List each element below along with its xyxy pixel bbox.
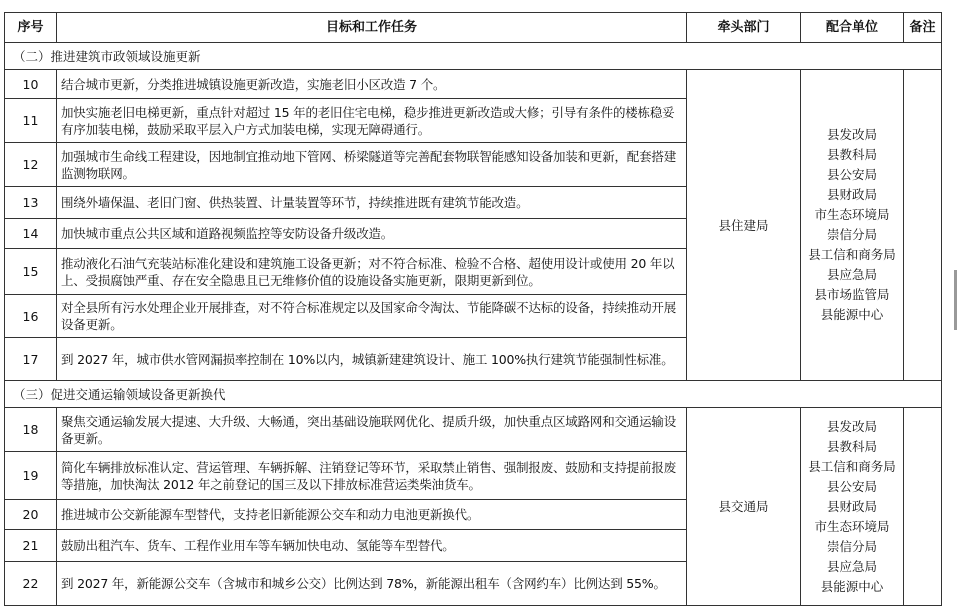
row-number: 13 [5, 187, 57, 219]
cooperating-unit: 县工信和商务局 [808, 458, 896, 474]
row-number: 21 [5, 530, 57, 562]
lead-department: 县住建局 [687, 70, 801, 381]
header-number: 序号 [5, 13, 57, 43]
row-number: 20 [5, 500, 57, 530]
cooperating-unit: 县能源中心 [820, 307, 884, 322]
cooperating-units [801, 408, 904, 606]
cooperating-unit: 县教科局 [826, 147, 877, 162]
header-task: 目标和工作任务 [57, 13, 687, 43]
cooperating-unit: 县教科局 [826, 438, 877, 454]
row-task: 结合城市更新，分类推进城镇设施更新改造，实施老旧小区改造 7 个。 [57, 70, 687, 99]
cooperating-unit: 县财政局 [826, 498, 877, 514]
row-task: 到 2027 年，城市供水管网漏损率控制在 10%以内，城镇新建建筑设计、施工 100%执行建筑节能强制性标准。 [57, 338, 687, 381]
task-table [4, 12, 942, 606]
cooperating-unit: 市生态环境局 [814, 207, 890, 222]
row-task: 对全县所有污水处理企业开展排查，对不符合标准规定以及国家命令淘汰、节能降碳不达标的设备，持续推动开展设备更新。 [57, 295, 687, 338]
row-number: 16 [5, 295, 57, 338]
cooperating-unit: 县公安局 [826, 478, 877, 494]
table-body [5, 43, 942, 606]
header-cooperating-units: 配合单位 [801, 13, 904, 43]
cooperating-unit: 县能源中心 [820, 578, 884, 594]
table-row [5, 70, 942, 99]
section-title: （三）促进交通运输领域设备更新换代 [5, 381, 942, 408]
cooperating-unit: 县公安局 [826, 167, 877, 182]
row-task: 聚焦交通运输发展大提速、大升级、大畅通，突出基础设施联网优化、提质升级，加快重点区域路网和交通运输设备更新。 [57, 408, 687, 452]
cooperating-unit: 县发改局 [826, 418, 877, 434]
row-number: 19 [5, 452, 57, 500]
section-row [5, 381, 942, 408]
row-number: 14 [5, 219, 57, 249]
row-number: 15 [5, 249, 57, 295]
cooperating-unit: 县应急局 [826, 558, 877, 574]
row-number: 17 [5, 338, 57, 381]
cooperating-unit: 崇信分局 [826, 227, 877, 242]
cooperating-unit: 县财政局 [826, 187, 877, 202]
section-row [5, 43, 942, 70]
cooperating-unit: 崇信分局 [826, 538, 877, 554]
row-number: 11 [5, 99, 57, 143]
header-row [5, 13, 942, 43]
remarks-cell [904, 408, 942, 606]
cooperating-unit: 县市场监管局 [814, 287, 890, 302]
row-task: 简化车辆排放标准认定、营运管理、车辆拆解、注销登记等环节，采取禁止销售、强制报废、鼓励和支持提前报废等措施，加快淘汰 2012 年之前登记的国三及以下排放标准营运类柴油货车。 [57, 452, 687, 500]
row-task: 鼓励出租汽车、货车、工程作业用车等车辆加快电动、氢能等车型替代。 [57, 530, 687, 562]
cooperating-unit: 县工信和商务局 [808, 247, 896, 262]
cooperating-unit: 县发改局 [826, 127, 877, 142]
row-task: 加快实施老旧电梯更新，重点针对超过 15 年的老旧住宅电梯，稳步推进更新改造或大修；引导有条件的楼栋稳妥有序加装电梯，鼓励采取平层入户方式加装电梯，实现无障碍通行。 [57, 99, 687, 143]
row-task: 加强城市生命线工程建设，因地制宜推动地下管网、桥梁隧道等完善配套物联智能感知设备加装和更新，配套搭建监测物联网。 [57, 143, 687, 187]
row-task: 推进城市公交新能源车型替代，支持老旧新能源公交车和动力电池更新换代。 [57, 500, 687, 530]
row-number: 18 [5, 408, 57, 452]
cooperating-units [801, 70, 904, 381]
cooperating-unit: 县应急局 [826, 267, 877, 282]
cooperating-unit: 市生态环境局 [814, 518, 890, 534]
table-row [5, 408, 942, 452]
lead-department: 县交通局 [687, 408, 801, 606]
row-number: 22 [5, 562, 57, 606]
row-task: 推动液化石油气充装站标准化建设和建筑施工设备更新；对不符合标准、检验不合格、超使用设计或使用 20 年以上、受损腐蚀严重、存在安全隐患且已无维修价值的设施设备实施更新，限期更新到位。 [57, 249, 687, 295]
section-title: （二）推进建筑市政领域设施更新 [5, 43, 942, 70]
header-remarks: 备注 [904, 13, 942, 43]
row-task: 到 2027 年，新能源公交车（含城市和城乡公交）比例达到 78%，新能源出租车（含网约车）比例达到 55%。 [57, 562, 687, 606]
header-lead-department: 牵头部门 [687, 13, 801, 43]
row-task: 围绕外墙保温、老旧门窗、供热装置、计量装置等环节，持续推进既有建筑节能改造。 [57, 187, 687, 219]
row-number: 12 [5, 143, 57, 187]
row-task: 加快城市重点公共区域和道路视频监控等安防设备升级改造。 [57, 219, 687, 249]
remarks-cell [904, 70, 942, 381]
row-number: 10 [5, 70, 57, 99]
